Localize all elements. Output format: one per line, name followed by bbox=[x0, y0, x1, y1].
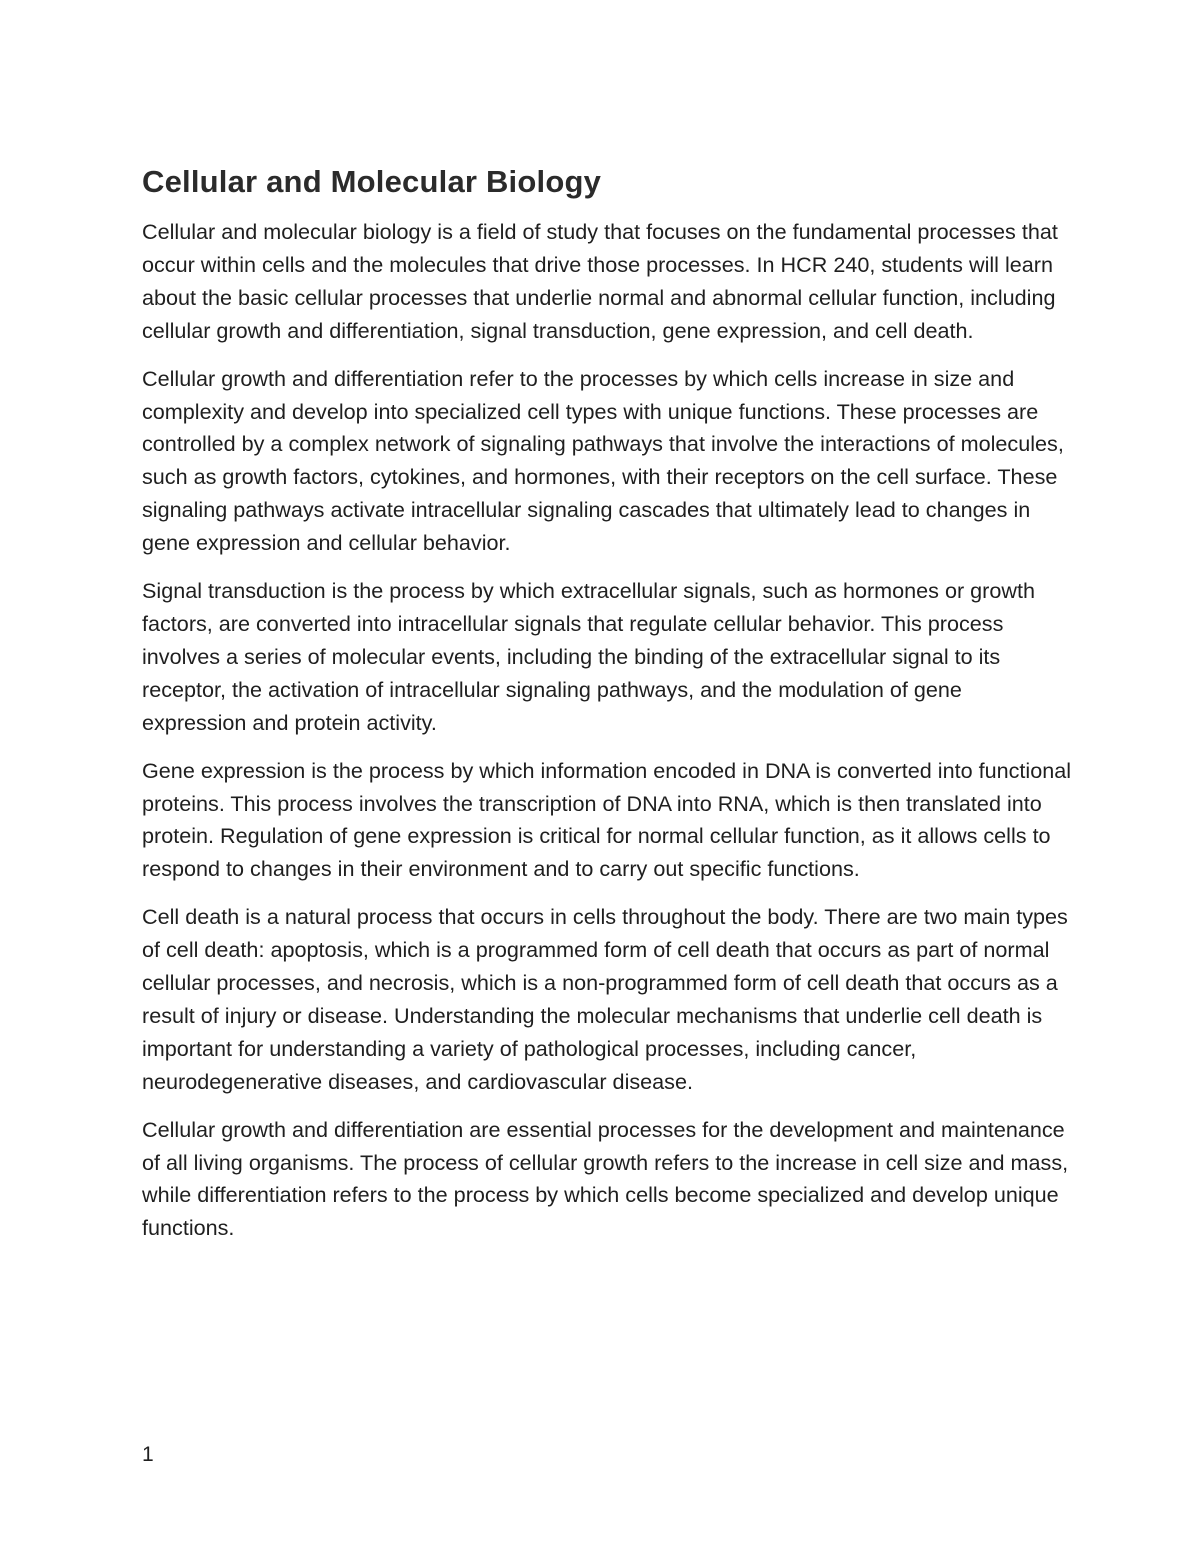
page-number: 1 bbox=[142, 1443, 154, 1466]
paragraph-growth-differentiation: Cellular growth and differentiation refer to the processes by which cells increase in size and complexity and develop into specialized cell types with unique functions. These processes are controlled by a complex network of signaling pathways that involve the interactions of molecules, such as growth factors, cytokines, and hormones, with their receptors on the cell surface. These signaling pathways activate intracellular signaling cascades that ultimately lead to changes in gene expression and cellular behavior. bbox=[142, 365, 1064, 556]
document-title: Cellular and Molecular Biology bbox=[142, 164, 602, 199]
paragraph-signal-transduction: Signal transduction is the process by which extracellular signals, such as hormones or growth factors, are converted into intracellular signals that regulate cellular behavior. This process involves a series of molecular events, including the binding of the extracellular signal to its receptor, the activation of intracellular signaling pathways, and the modulation of gene expression and protein activity. bbox=[142, 578, 1035, 735]
paragraph-cell-death: Cell death is a natural process that occurs in cells throughout the body. There are two main types of cell death: apoptosis, which is a programmed form of cell death that occurs as part of normal cellular processes, and necrosis, which is a non-programmed form of cell death that occurs as a result of injury or disease. Understanding the molecular mechanisms that underlie cell death is important for understanding a variety of pathological processes, including cancer, neurodegenerative diseases, and cardiovascular disease. bbox=[142, 904, 1068, 1094]
page-content bbox=[142, 160, 1072, 1260]
paragraph-intro: Cellular and molecular biology is a field of study that focuses on the fundamental processes that occur within cells and the molecules that drive those processes. In HCR 240, students will learn about the basic cellular processes that underlie normal and abnormal cellular function, including cellular growth and differentiation, signal transduction, gene expression, and cell death. bbox=[142, 219, 1058, 343]
paragraph-growth-summary: Cellular growth and differentiation are essential processes for the development and maintenance of all living organisms. The process of cellular growth refers to the increase in cell size and mass, while differentiation refers to the process by which cells become specialized and develop unique functions. bbox=[142, 1116, 1069, 1241]
paragraph-gene-expression: Gene expression is the process by which information encoded in DNA is converted into functional proteins. This process involves the transcription of DNA into RNA, which is then translated into protein. Regulation of gene expression is critical for normal cellular function, as it allows cells to respond to changes in their environment and to carry out specific functions. bbox=[142, 757, 1072, 882]
